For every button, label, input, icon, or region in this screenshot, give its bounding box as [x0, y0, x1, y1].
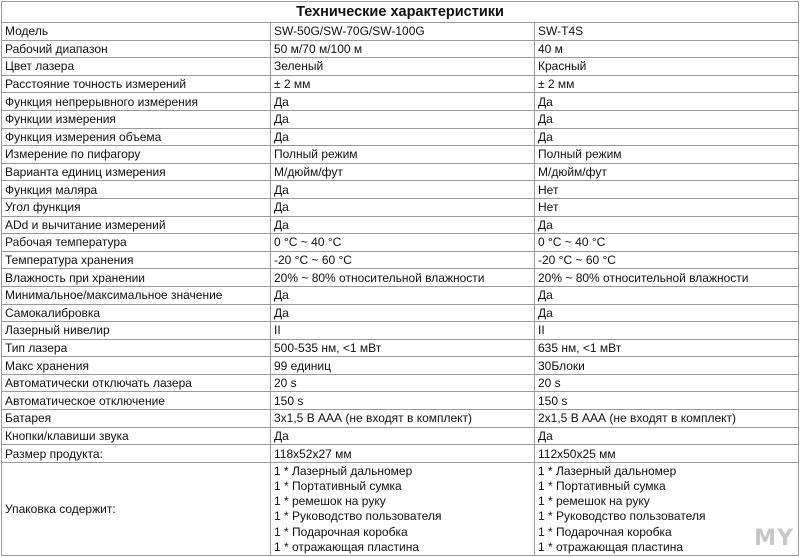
- spec-label-cell: Автоматически отключать лазера: [2, 374, 271, 392]
- spec-table-body: [2, 2, 799, 556]
- spec-label-cell: Лазерный нивелир: [2, 322, 271, 340]
- spec-value-cell: М/дюйм/фут: [535, 163, 799, 181]
- spec-value-cell: Да: [535, 216, 799, 234]
- spec-value-cell: ± 2 мм: [271, 75, 535, 93]
- table-row: [2, 198, 799, 216]
- spec-label-cell: Угол функция: [2, 198, 271, 216]
- spec-value-cell: SW-50G/SW-70G/SW-100G: [271, 23, 535, 41]
- spec-value-cell: Полный режим: [271, 146, 535, 164]
- spec-value-cell: 0 °C ~ 40 °C: [535, 234, 799, 252]
- spec-value-cell: Да: [535, 427, 799, 445]
- spec-value-cell: Зеленый: [271, 58, 535, 76]
- table-row: [2, 23, 799, 41]
- spec-value-cell: 150 s: [271, 392, 535, 410]
- spec-label-cell: Функция маляра: [2, 181, 271, 199]
- spec-value-cell: Да: [535, 304, 799, 322]
- spec-table: [1, 1, 799, 556]
- table-row: [2, 181, 799, 199]
- table-row: [2, 445, 799, 463]
- spec-label-cell: Функция непрерывного измерения: [2, 93, 271, 111]
- spec-value-cell: II: [535, 322, 799, 340]
- package-item: 1 * Руководство пользователя: [274, 509, 442, 524]
- spec-label-cell: Макс хранения: [2, 357, 271, 375]
- package-item: 1 * Лазерный дальномер: [274, 463, 413, 478]
- table-row: [2, 216, 799, 234]
- package-item: 1 * Лазерный дальномер: [538, 463, 677, 478]
- spec-label-cell: Цвет лазера: [2, 58, 271, 76]
- table-row: [2, 322, 799, 340]
- spec-value-cell: Да: [271, 198, 535, 216]
- spec-label-cell: Автоматическое отключение: [2, 392, 271, 410]
- spec-label-cell: Минимальное/максимальное значение: [2, 286, 271, 304]
- spec-value-cell: 40 м: [535, 40, 799, 58]
- spec-value-cell: Да: [535, 110, 799, 128]
- spec-value-cell: II: [271, 322, 535, 340]
- spec-value-cell: Да: [271, 427, 535, 445]
- table-row: [2, 286, 799, 304]
- table-row: [2, 234, 799, 252]
- spec-value-cell: Красный: [535, 58, 799, 76]
- table-row: [2, 357, 799, 375]
- package-item: 1 * ремешок на руку: [274, 494, 386, 509]
- spec-label-cell: Варианта единиц измерения: [2, 163, 271, 181]
- spec-value-cell: 118x52x27 мм: [271, 445, 535, 463]
- package-row: [2, 462, 799, 555]
- spec-label-cell: Функция измерения объема: [2, 128, 271, 146]
- package-item: 1 * Портативный сумка: [274, 479, 402, 494]
- spec-value-cell: Полный режим: [535, 146, 799, 164]
- package-item: 1 * ремешок на руку: [538, 494, 650, 509]
- table-row: [2, 269, 799, 287]
- spec-value-cell: 112x50x25 мм: [535, 445, 799, 463]
- spec-value-cell: 150 s: [535, 392, 799, 410]
- table-row: [2, 304, 799, 322]
- spec-label-cell: Кнопки/клавиши звука: [2, 427, 271, 445]
- package-label-cell: Упаковка содержит:: [2, 462, 271, 555]
- spec-value-cell: Да: [535, 93, 799, 111]
- table-row: [2, 146, 799, 164]
- spec-value-cell: 20% ~ 80% относительной влажности: [271, 269, 535, 287]
- table-row: [2, 40, 799, 58]
- spec-value-cell: ± 2 мм: [535, 75, 799, 93]
- spec-label-cell: Расстояние точность измерений: [2, 75, 271, 93]
- spec-value-cell: 3x1,5 В ААА (не входят в комплект): [271, 410, 535, 428]
- spec-label-cell: Модель: [2, 23, 271, 41]
- package-item: 1 * Руководство пользователя: [538, 509, 706, 524]
- spec-value-cell: 50 м/70 м/100 м: [271, 40, 535, 58]
- table-row: [2, 410, 799, 428]
- table-row: [2, 110, 799, 128]
- spec-label-cell: Влажность при хранении: [2, 269, 271, 287]
- table-title: Технические характеристики: [2, 2, 799, 23]
- package-item: 1 * Подарочная коробка: [274, 524, 408, 539]
- spec-value-cell: 500-535 нм, <1 мВт: [271, 339, 535, 357]
- table-row: [2, 427, 799, 445]
- spec-value-cell: Да: [271, 93, 535, 111]
- table-row: [2, 392, 799, 410]
- spec-value-cell: 20 s: [271, 374, 535, 392]
- package-item: 1 * Портативный сумка: [538, 479, 666, 494]
- spec-label-cell: Рабочий диапазон: [2, 40, 271, 58]
- spec-value-cell: 30Блоки: [535, 357, 799, 375]
- spec-value-cell: Нет: [535, 198, 799, 216]
- spec-value-cell: Да: [271, 110, 535, 128]
- spec-value-cell: Да: [271, 304, 535, 322]
- spec-label-cell: Измерение по пифагору: [2, 146, 271, 164]
- table-row: [2, 163, 799, 181]
- table-row: [2, 128, 799, 146]
- spec-value-cell: Да: [271, 128, 535, 146]
- spec-value-cell: 20 s: [535, 374, 799, 392]
- package-item: 1 * отражающая пластина: [538, 539, 684, 554]
- spec-value-cell: 99 единиц: [271, 357, 535, 375]
- spec-value-cell: Да: [535, 286, 799, 304]
- title-row: [2, 2, 799, 23]
- watermark-logo: MY: [754, 526, 794, 551]
- spec-value-cell: Да: [271, 286, 535, 304]
- spec-label-cell: ADd и вычитание измерений: [2, 216, 271, 234]
- spec-label-cell: Тип лазера: [2, 339, 271, 357]
- table-row: [2, 75, 799, 93]
- spec-value-cell: -20 °C ~ 60 °C: [271, 251, 535, 269]
- spec-label-cell: Самокалибровка: [2, 304, 271, 322]
- table-row: [2, 251, 799, 269]
- spec-value-cell: Да: [535, 128, 799, 146]
- table-row: [2, 93, 799, 111]
- spec-label-cell: Температура хранения: [2, 251, 271, 269]
- spec-value-cell: 0 °C ~ 40 °C: [271, 234, 535, 252]
- spec-value-cell: Да: [271, 181, 535, 199]
- spec-value-cell: 635 нм, <1 мВт: [535, 339, 799, 357]
- spec-value-cell: М/дюйм/фут: [271, 163, 535, 181]
- table-row: [2, 374, 799, 392]
- package-contents-cell: [271, 462, 535, 555]
- spec-label-cell: Рабочая температура: [2, 234, 271, 252]
- spec-value-cell: 20% ~ 80% относительной влажности: [535, 269, 799, 287]
- spec-value-cell: Нет: [535, 181, 799, 199]
- spec-value-cell: SW-T4S: [535, 23, 799, 41]
- package-item: 1 * отражающая пластина: [274, 539, 420, 554]
- table-row: [2, 58, 799, 76]
- spec-value-cell: -20 °C ~ 60 °C: [535, 251, 799, 269]
- spec-value-cell: 2x1,5 В ААА (не входят в комплект): [535, 410, 799, 428]
- package-item: 1 * Подарочная коробка: [538, 524, 672, 539]
- spec-label-cell: Размер продукта:: [2, 445, 271, 463]
- table-row: [2, 339, 799, 357]
- spec-label-cell: Функции измерения: [2, 110, 271, 128]
- spec-label-cell: Батарея: [2, 410, 271, 428]
- spec-value-cell: Да: [271, 216, 535, 234]
